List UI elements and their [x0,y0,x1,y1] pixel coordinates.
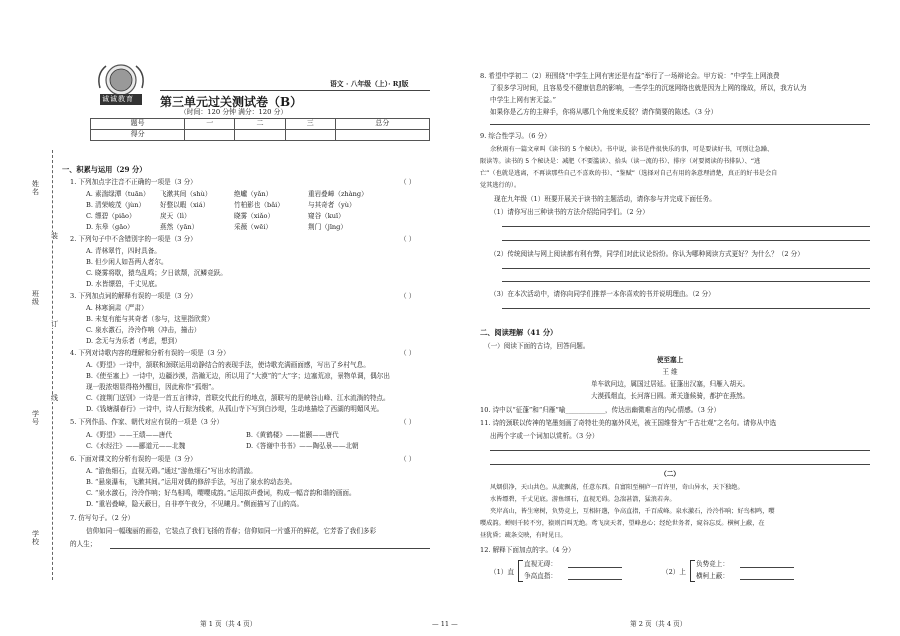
q11-answer-line-2[interactable] [490,464,870,465]
score-header-cell: 题号 [91,119,185,130]
prose-line-1: 风烟俱净，天山共色。从流飘荡，任意东西。自富阳至桐庐一百许里，奇山异水，天下独绝。 [490,484,744,491]
side-label-xian: 线 [50,394,59,402]
q7-answer-line[interactable] [110,548,430,549]
q12-1-a-blank[interactable] [568,567,622,568]
option: B.《黄鹤楼》——崔颢——唐代 [246,431,339,439]
q12-2-label: （2）上 [662,568,686,576]
option: D.《答谢中书书》——陶弘景——北朝 [246,442,359,450]
logo-text: 诚诚教育 [102,95,134,103]
score-cell[interactable] [235,130,285,141]
score-row-label: 得分 [91,130,185,141]
q8-line2: 了很多学习时间，且容易受不健康信息的影响，一些学生的沉迷网络也就是因为上网的缘故，所以，我方认为 [490,84,807,92]
q1-stem: 1. 下列加点字注音不正确的一项是（3 分） [70,178,197,186]
q5-answer-paren[interactable]: （ ） [400,418,416,426]
side-label-ding: 订 [50,320,59,328]
q9-quote-line2: 限读等。读书的 5 个秘诀是：减肥（不要滥读）、拾头（读一流的书）、排序（对要阅读的书排队）、“逃 [480,158,761,165]
q9-sub1-answer-line-2[interactable] [502,240,870,241]
q4-option-d: D.《钱塘湖春行》一诗中，诗人行踪为线索，从孤山寺下写到白沙堤，生动地描绘了西湖的明媚风光。 [86,405,384,413]
q6-option-d: D. “重岩叠嶂，隐天蔽日，自非亭午夜分，不见曦月。”侧面描写了山的高。 [86,500,304,508]
prose-line-4: 嘤成韵。蝉则千转不穷，猿则百叫无绝。鸢飞戾天者，望峰息心；经纶世务者，窥谷忘反。横柯上蔽，在 [480,520,765,527]
side-label-zhuang: 装 [50,232,59,240]
q4-answer-paren[interactable]: （ ） [400,349,416,357]
q12-2-brace [690,560,695,582]
q11-line1: 11. 诗的颈联以传神的笔墨刻画了奇特壮美的塞外风光，被王国维誉为“千古壮观”之名句。请你从中选 [480,419,777,427]
q12-2-b-blank[interactable] [740,579,794,580]
side-label-number: 学号 [31,410,40,426]
q9-sub3-answer-line-1[interactable] [502,308,870,309]
q3-answer-paren[interactable]: （ ） [400,292,416,300]
option: A.《野望》——王绩——唐代 [86,431,172,439]
q11-answer-line-1[interactable] [490,450,870,451]
score-table-score-row [91,130,430,141]
option: 重岩叠嶂（zhàng） [308,190,368,198]
score-header-cell: 总分 [335,119,429,130]
q3-option-d: D. 念无与为乐者（考虑，想到） [86,337,181,345]
header-rule [160,90,430,91]
section-2-title: 二、阅读理解（41 分） [480,328,558,337]
q8-answer-line[interactable] [490,124,870,125]
q2-option-d: D. 水皆缥碧，千丈见底。 [86,280,162,288]
q4-stem: 4. 下列对诗歌内容的理解和分析有误的一项是（3 分） [70,349,230,357]
q9-sub1-answer-line-1[interactable] [502,226,870,227]
score-header-cell: 一 [185,119,235,130]
q6-option-c: C. “泉水激石，泠泠作响；好鸟相鸣，嘤嘤成韵。”运用拟声叠词，构成一幅音韵和谐的画面。 [86,489,356,497]
section-2-part-1: （一）阅读下面的古诗，回答问题。 [484,342,590,350]
subject-label: 语文 · 八年级（上）· RJ版 [330,80,409,88]
option: A. 素湍绿潭（tuān） [86,190,150,198]
q2-option-a: A. 青林翠竹，四时具备。 [86,247,161,255]
score-header-cell: 三 [285,119,335,130]
q2-option-c: C. 晓雾将歇，猿鸟乱鸣；夕日欲颓，沉鳞竞跃。 [86,269,227,277]
option: 绝巘（yǎn） [234,190,273,198]
q4-option-b-cont: 现一股浓烟显得格外醒目，因此称作“孤烟”。 [86,383,219,391]
side-label-school: 学校 [31,530,40,546]
option: 戾天（lì） [160,212,191,220]
q4-option-b: B.《使至塞上》一诗中，边疆沙漠，浩瀚无边，所以用了“大漠”的“大”字；边塞荒凉，景物单调，偶尔出 [86,372,390,380]
option: 荆门（jīng） [308,223,347,231]
option: 飞漱其间（shù） [160,190,212,198]
right-page [450,0,900,636]
option: 与其奇者（yù） [308,201,356,209]
q4-option-c: C.《渡荆门送别》一诗是一首五言律诗，首联交代此行的地点，颔联写的是峡谷山峰、江水流淌的特点。 [86,394,390,402]
side-label-name: 姓名 [31,180,40,196]
q2-answer-paren[interactable]: （ ） [400,235,416,243]
score-header-cell: 二 [235,119,285,130]
q8-line3: 中学生上网有害无益。” [490,96,557,104]
q7-stem: 7. 仿写句子。（2 分） [70,514,135,522]
option: C. 缥碧（piāo） [86,212,136,220]
q3-option-a: A. 林寒涧肃（严肃） [86,304,148,312]
q9-sub2: （2）传统阅读与网上阅读都有利有弊，同学们对此议论纷纷。你认为哪种阅读方式更好？为什么？（2 分） [490,250,804,258]
q9-sub2-answer-line-1[interactable] [502,268,870,269]
q6-stem: 6. 下面对课文的分析有误的一项是（3 分） [70,455,197,463]
poem-line-1: 单车欲问边，属国过居延。征蓬出汉塞，归雁入胡天。 [590,380,750,388]
q12-2-b: 横柯上蔽： [696,572,729,580]
q12-stem: 12. 解释下面加点的字。（4 分） [480,546,575,554]
q9-intro: 现在九年级（1）班要开展关于读书的主题活动，请你参与并完成下面任务。 [494,195,716,203]
score-table [90,118,430,141]
score-cell[interactable] [335,130,429,141]
q8-line1: 8. 希望中学初二（2）班围绕“中学生上网有害还是有益”举行了一场辩论会。甲方说：“中学生上网浪费 [480,72,780,80]
q2-stem: 2. 下列句子中不含错别字的一项是（3 分） [70,235,197,243]
q12-1-label: （1）直 [490,568,514,576]
q1-options [86,189,368,233]
q9-quote-line1: 余秋雨有一篇文章叫《读书的 5 个秘诀》。书中说，读书是件很快乐的事，可是要读好书，可别让急躁、 [490,146,774,153]
option: 晓雾（xiǎo） [234,212,275,220]
q3-option-c: C. 泉水激石，泠泠作响（冲击，撞击） [86,326,201,334]
poem-line-2: 大漠孤烟直，长河落日圆。萧关逢候骑，都护在燕然。 [590,392,750,400]
poem-title: 使至塞上 [656,356,684,364]
q9-sub1: （1）请你写出三种读书的方法介绍给同学们。（2 分） [490,208,649,216]
q5-options [86,430,406,452]
option: 采薇（wēi） [234,223,273,231]
q10: 10. 诗中以“征蓬”和“归雁”喻____________，传达出幽微难言的内心情感。（3 分） [480,406,721,414]
q3-option-b: B. 未复有能与其奇者（参与，这里指欣赏） [86,315,214,323]
q2-option-b: B. 但少闲人如吾两人者尔。 [86,258,168,266]
score-cell[interactable] [185,130,235,141]
q12-2-a-blank[interactable] [740,567,794,568]
poem-author: 王 维 [662,368,678,376]
q12-2-a: 负势竞上： [696,560,729,568]
prose-line-3: 夹岸高山，皆生寒树，负势竞上，互相轩邈，争高直指，千百成峰。泉水激石，泠泠作响；好鸟相鸣，嘤 [490,508,775,515]
q9-stem: 9. 综合性学习。（6 分） [480,132,551,140]
q11-line2: 出两个字或一个词加以赏析。（3 分） [490,432,599,440]
prose-line-2: 水皆缥碧，千丈见底。游鱼细石，直视无碍。急湍甚箭，猛浪若奔。 [490,496,676,503]
q6-option-b: B. “悬泉瀑布，飞漱其间。”运用对偶的修辞手法，写出了泉水的动态美。 [86,478,297,486]
brand-logo [86,60,156,108]
page-title: 第三单元过关测试卷（B） [160,95,303,109]
option: B. 清荣峻茂（jùn） [86,201,146,209]
q12-1-brace [518,560,523,582]
q6-answer-paren[interactable]: （ ） [400,455,416,463]
option: 竹柏影也（bǎi） [234,201,284,209]
time-info: （时间：120 分钟 满分：120 分） [180,108,288,116]
option: 好整以暇（xiá） [160,201,210,209]
option: 窥谷（kuī） [308,212,345,220]
option: C.《水经注》——郦道元——北魏 [86,442,186,450]
footer-right-page: 第 2 页（共 4 页） [630,620,687,628]
passage-2-label: （二） [660,470,680,478]
q7-line2: 的人生； [70,540,97,548]
q7-line1: 信仰如同一幅瑰丽的画卷，它装点了我们飞扬的青春；信仰如同一片盛开的鲜花，它芳香了我们多彩 [86,527,377,535]
q4-option-a: A.《野望》一诗中，颔联和颈联运用动静结合的表现手法，使诗歌充满画面感，写出了乡村气息。 [86,361,370,369]
footer-center: — 11 — [432,620,458,628]
q12-1-b: 争高直指： [524,572,557,580]
score-table-header-row [91,119,430,130]
q1-answer-paren[interactable]: （ ） [400,178,416,186]
footer-left-page: 第 1 页（共 4 页） [200,620,257,628]
option: 燕然（yān） [160,223,199,231]
score-cell[interactable] [285,130,335,141]
q6-option-a: A. “游鱼细石，直视无碍。”通过“游鱼细石”写出水的清澈。 [86,467,257,475]
q12-1-a: 直视无碍： [524,560,557,568]
q12-1-b-blank[interactable] [568,579,622,580]
q5-stem: 5. 下列作品、作家、朝代对应有误的一项是（3 分） [70,418,224,426]
prose-line-5: 昼犹昏；疏条交映，有时见日。 [480,532,567,539]
q8-line4: 如果你是乙方的主辩手，你将从哪几个角度来反驳？请作简要的陈述。（3 分） [490,108,718,116]
binding-dashed-line [52,150,53,580]
q9-quote-line3: 亡”（也就是逃离，不再读那些自己不喜欢的书）、“鉴赋”（选择对自己有用的条意理清楚，真正的好书是会自 [480,170,778,177]
q3-stem: 3. 下列加点词的解释有误的一项是（3 分） [70,292,197,300]
option: D. 东皋（gāo） [86,223,134,231]
side-label-class: 班级 [31,290,40,306]
q9-sub2-answer-line-2[interactable] [502,281,870,282]
section-1-title: 一、积累与运用（29 分） [62,165,147,174]
q9-quote-line4: 觉其逃行的）。 [480,182,521,189]
q9-sub3: （3）在本次活动中，请你向同学们推荐一本你喜欢的书并说明理由。（2 分） [490,290,715,298]
